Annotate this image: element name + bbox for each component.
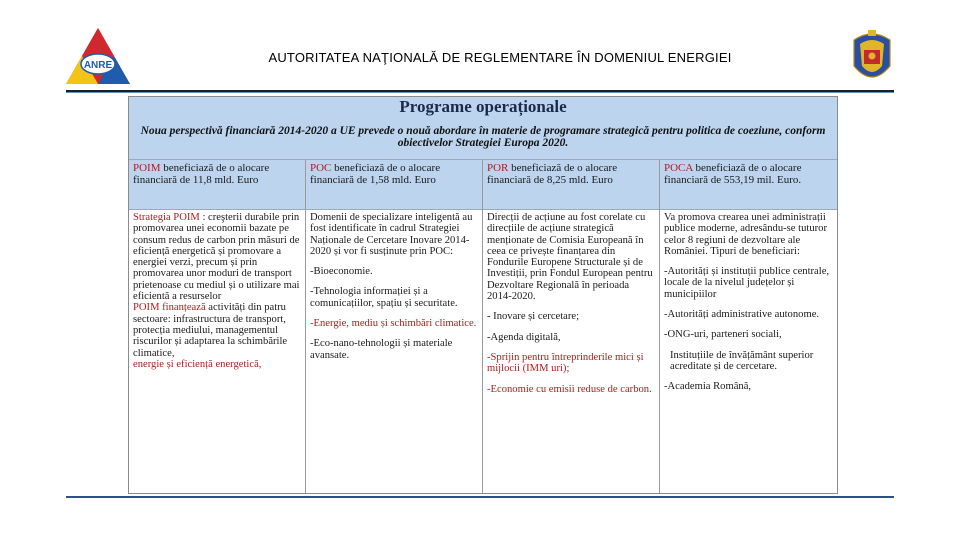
- anre-logo: [64, 26, 132, 88]
- programs-table: [129, 160, 837, 493]
- document-subtitle: Noua perspectivă financiară 2014-2020 a UE prevede o nouă abordare în materie de programare strategică pentru politica de coeziune, conform obiectivelor Strategiei Europa 2020.: [140, 125, 826, 149]
- poim-finances-text: activități din patru sectoare: infrastructura de transport, protecția mediului, managementul riscurilor și adaptarea la schimbările climatice,: [133, 302, 288, 359]
- poc-allocation: [306, 160, 482, 210]
- poca-intro: Va promova crearea unei administrații publice moderne, adresându-se tuturor celor 8 regiuni de dezvoltare ale României. Tipuri de beneficiari:: [664, 212, 827, 257]
- poc-allocation-text: beneficiază de o alocare financiară de 1,58 mld. Euro: [310, 162, 441, 186]
- poim-finances-label: POIM finanțează: [133, 302, 206, 314]
- poca-item-authorities: -Autorități și instituții publice centrale, locale de la nivelul județelor și municipiilor: [664, 266, 830, 300]
- poim-body: [129, 210, 305, 372]
- poc-item-nanotech: -Eco-nano-tehnologii și materiale avansate.: [310, 338, 453, 361]
- document-header: [129, 97, 837, 160]
- column-poca: [660, 160, 837, 493]
- por-body: [483, 210, 659, 397]
- por-allocation-text: beneficiază de o alocare financiară de 8,25 mld. Euro: [487, 162, 618, 186]
- por-item-sme: -Sprijin pentru întreprinderile mici și mijlocii (IMM uri);: [487, 351, 644, 375]
- logo-text: ANRE: [83, 60, 113, 71]
- por-intro: Direcții de acțiune au fost corelate cu direcțiile de acțiune strategică menționate de Comisia Europeană în ceea ce privește finanțarea din Fondurile Europene Structurale și de Investiții, prin Fondul European pentru Dezvoltare Regională în perioada 2014-2020.: [487, 212, 653, 303]
- por-item-innovation: - Inovare și cercetare;: [487, 311, 580, 323]
- por-label: POR: [487, 162, 509, 174]
- poc-label: POC: [310, 162, 332, 174]
- poca-label: POCA: [664, 162, 693, 174]
- por-item-digital: -Agenda digitală,: [487, 331, 561, 343]
- por-item-low-carbon: -Economie cu emisii reduse de carbon.: [487, 383, 652, 395]
- poca-item-universities: Instituțiile de învățământ superior acreditate și de cercetare.: [670, 349, 814, 372]
- poc-body: [306, 210, 482, 363]
- poca-item-autonomous: -Autorități administrative autonome.: [664, 309, 820, 321]
- poca-body: [660, 210, 837, 395]
- coat-of-arms-icon: [850, 26, 894, 88]
- poca-allocation-text: beneficiază de o alocare financiară de 553,19 mil. Euro.: [664, 162, 802, 186]
- poim-strategy-text: : creşterii durabile prin promovarea unei economii bazate pe consum redus de carbon prin măsuri de eficiență energetică și promovare a energiei verzi, precum și prin promovarea unor moduri de transport prietenoase cu mediul și o utilizare mai eficientă a resurselor: [133, 212, 300, 303]
- poim-strategy-label: Strategia POIM: [133, 212, 200, 223]
- poca-item-academy: -Academia Română,: [664, 381, 752, 393]
- header-rule-accent: [66, 92, 894, 93]
- poim-allocation-text: beneficiază de o alocare financiară de 11,8 mld. Euro: [133, 162, 270, 186]
- poc-item-bioeconomy: -Bioeconomie.: [310, 266, 373, 278]
- por-allocation: [483, 160, 659, 210]
- column-por: [483, 160, 660, 493]
- poc-item-energy: -Energie, mediu și schimbări climatice.: [310, 318, 477, 330]
- document-title: Programe operaționale: [399, 97, 567, 116]
- organization-title: AUTORITATEA NAŢIONALĂ DE REGLEMENTARE ÎN DOMENIUL ENERGIEI: [268, 50, 732, 65]
- footer-rule: [66, 496, 894, 498]
- poca-allocation: [660, 160, 837, 210]
- column-poim: [129, 160, 306, 493]
- poim-energy-item: energie și eficiență energetică,: [133, 358, 262, 370]
- poc-item-ict: -Tehnologia informației și a comunicațiilor, spațiu și securitate.: [310, 286, 458, 309]
- poc-intro: Domenii de specializare inteligentă au fost identificate în cadrul Strategiei Naționale de Cercetare Inovare 2014-2020 și vor fi susținute prin POC:: [310, 212, 473, 257]
- poim-allocation: [129, 160, 305, 210]
- programs-document: [128, 96, 838, 494]
- poim-label: POIM: [133, 162, 161, 174]
- column-poc: [306, 160, 483, 493]
- poca-item-ngo: -ONG-uri, parteneri sociali,: [664, 329, 782, 341]
